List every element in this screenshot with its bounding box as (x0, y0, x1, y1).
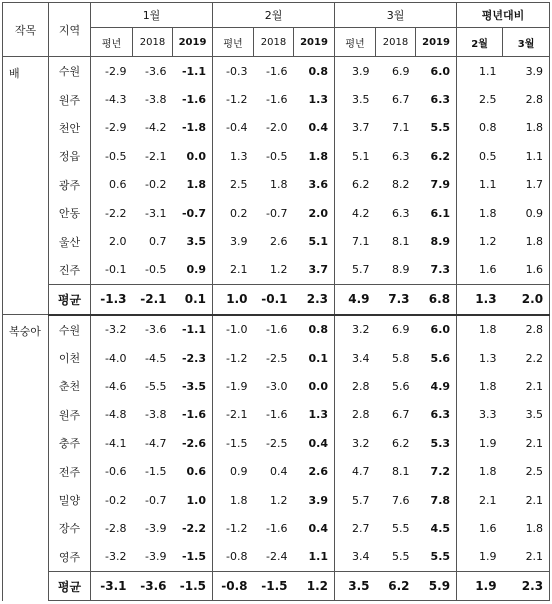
table-row (3, 199, 550, 227)
value-cell: 1.6 (457, 514, 503, 542)
average-value-cell: 2.3 (294, 285, 335, 315)
region-label: 수원 (49, 57, 91, 86)
value-cell: 0.9 (186, 263, 207, 277)
value-cell: 1.1 (457, 171, 503, 199)
value-cell: -1.5 (213, 429, 254, 457)
average-value-cell: 6.8 (416, 285, 457, 315)
region-label: 진주 (49, 256, 91, 285)
average-value-cell: -2.1 (133, 285, 173, 315)
value-cell: 3.4 (335, 543, 376, 572)
average-value-cell: -1.3 (91, 285, 133, 315)
value-cell: 2.0 (308, 206, 329, 220)
value-cell: 2.8 (503, 85, 550, 113)
value-cell: -4.2 (145, 121, 167, 135)
value-cell: 3.5 (503, 401, 550, 429)
region-label: 충주 (49, 429, 91, 457)
value-cell: 5.6 (392, 379, 410, 393)
value-cell: 1.8 (308, 149, 329, 163)
average-value-cell: -1.5 (173, 572, 213, 601)
value-cell: 0.5 (457, 142, 503, 170)
value-cell: -1.8 (181, 121, 207, 135)
value-cell: -3.2 (91, 315, 133, 344)
value-cell: 2.8 (335, 372, 376, 400)
value-cell: 1.8 (213, 486, 254, 514)
value-cell: -1.5 (181, 550, 207, 564)
table-row (3, 486, 550, 514)
value-cell: -1.6 (266, 64, 288, 78)
value-cell: 6.3 (430, 93, 451, 107)
header-month-2: 2월 (213, 3, 335, 28)
value-cell: -2.0 (266, 121, 288, 135)
value-cell: 5.8 (392, 351, 410, 365)
value-cell: -2.8 (91, 514, 133, 542)
table-row (3, 256, 550, 285)
value-cell: -3.9 (145, 521, 167, 535)
value-cell: -1.1 (173, 315, 213, 344)
value-cell: -2.3 (181, 351, 207, 365)
average-value-cell: 0.1 (173, 285, 213, 315)
value-cell: 1.3 (308, 408, 329, 422)
value-cell: 7.6 (392, 493, 410, 507)
header-2018: 2018 (133, 28, 173, 57)
average-label: 평균 (49, 572, 91, 601)
value-cell: 6.0 (430, 64, 451, 78)
crop-label: 배 (3, 57, 49, 315)
average-row (3, 572, 550, 601)
value-cell: 0.8 (308, 64, 329, 78)
value-cell: 2.0 (91, 227, 133, 255)
value-cell: 1.8 (457, 457, 503, 485)
value-cell: 1.2 (457, 227, 503, 255)
region-label: 수원 (49, 315, 91, 344)
average-label: 평균 (49, 285, 91, 315)
average-value-cell: 5.9 (416, 572, 457, 601)
value-cell: -1.6 (181, 408, 207, 422)
region-label: 울산 (49, 227, 91, 255)
value-cell: 0.6 (186, 465, 207, 479)
temperature-table (2, 2, 550, 601)
value-cell: 6.2 (392, 436, 410, 450)
value-cell: 6.1 (430, 206, 451, 220)
average-value-cell: 7.3 (376, 285, 416, 315)
value-cell: -0.4 (213, 114, 254, 142)
table-row (3, 315, 550, 344)
value-cell: 2.8 (503, 315, 550, 344)
value-cell: -1.1 (181, 64, 207, 78)
value-cell: 6.3 (392, 149, 410, 163)
table-row (3, 429, 550, 457)
table-body (3, 57, 550, 601)
value-cell: 1.8 (270, 178, 288, 192)
average-value-cell: 1.2 (294, 572, 335, 601)
average-value-cell: 1.3 (457, 285, 503, 315)
value-cell: 3.2 (335, 429, 376, 457)
value-cell: 0.4 (308, 436, 329, 450)
value-cell: 1.6 (503, 256, 550, 285)
value-cell: -0.7 (181, 206, 207, 220)
value-cell: 1.6 (457, 256, 503, 285)
region-label: 원주 (49, 401, 91, 429)
value-cell: -0.7 (145, 493, 167, 507)
value-cell: 6.2 (335, 171, 376, 199)
value-cell: 0.8 (294, 315, 335, 344)
value-cell: -2.4 (266, 550, 288, 564)
header-region: 지역 (49, 3, 91, 57)
value-cell: -3.1 (145, 206, 167, 220)
value-cell: 8.1 (392, 235, 410, 249)
value-cell: 1.0 (186, 493, 207, 507)
value-cell: 1.8 (503, 514, 550, 542)
average-row (3, 285, 550, 315)
value-cell: 1.3 (308, 93, 329, 107)
value-cell: 2.1 (213, 256, 254, 285)
value-cell: -1.6 (266, 408, 288, 422)
value-cell: -4.5 (145, 351, 167, 365)
header-2019: 2019 (416, 28, 457, 57)
region-label: 이천 (49, 344, 91, 372)
value-cell: 7.8 (430, 493, 451, 507)
value-cell: -1.6 (266, 93, 288, 107)
value-cell: -2.5 (266, 351, 288, 365)
value-cell: 5.5 (392, 521, 410, 535)
header-2018: 2018 (254, 28, 294, 57)
value-cell: 8.1 (392, 465, 410, 479)
value-cell: -3.8 (145, 408, 167, 422)
region-label: 밀양 (49, 486, 91, 514)
value-cell: 0.4 (270, 465, 288, 479)
value-cell: 6.0 (416, 315, 457, 344)
value-cell: 2.1 (503, 372, 550, 400)
value-cell: 0.8 (457, 114, 503, 142)
value-cell: 6.7 (392, 408, 410, 422)
region-label: 천안 (49, 114, 91, 142)
average-value-cell: -0.1 (254, 285, 294, 315)
value-cell: -4.3 (91, 85, 133, 113)
header-compare-mar: 3월 (503, 28, 550, 57)
value-cell: 2.1 (503, 486, 550, 514)
value-cell: 6.9 (392, 64, 410, 78)
value-cell: 2.8 (335, 401, 376, 429)
value-cell: -0.6 (91, 457, 133, 485)
table-row (3, 372, 550, 400)
value-cell: -2.6 (181, 436, 207, 450)
average-value-cell: 1.9 (457, 572, 503, 601)
table-row (3, 401, 550, 429)
value-cell: 5.5 (392, 550, 410, 564)
value-cell: -0.5 (266, 149, 288, 163)
value-cell: 7.1 (335, 227, 376, 255)
header-normal: 평년 (91, 28, 133, 57)
value-cell: 4.2 (335, 199, 376, 227)
value-cell: 1.3 (213, 142, 254, 170)
value-cell: 5.6 (430, 351, 451, 365)
value-cell: 2.5 (213, 171, 254, 199)
value-cell: 3.9 (308, 493, 329, 507)
average-value-cell: 2.0 (503, 285, 550, 315)
region-label: 영주 (49, 543, 91, 572)
value-cell: 0.6 (91, 171, 133, 199)
value-cell: 2.1 (503, 429, 550, 457)
value-cell: 4.5 (430, 521, 451, 535)
value-cell: -5.5 (145, 379, 167, 393)
value-cell: 0.4 (308, 121, 329, 135)
value-cell: 6.9 (376, 315, 416, 344)
average-value-cell: -1.5 (254, 572, 294, 601)
value-cell: 1.1 (503, 142, 550, 170)
value-cell: 5.3 (430, 436, 451, 450)
header-normal: 평년 (213, 28, 254, 57)
value-cell: 5.5 (430, 121, 451, 135)
value-cell: 0.0 (308, 379, 329, 393)
value-cell: -4.1 (91, 429, 133, 457)
value-cell: -1.9 (213, 372, 254, 400)
value-cell: -2.1 (213, 401, 254, 429)
value-cell: 3.5 (335, 85, 376, 113)
value-cell: 6.2 (430, 149, 451, 163)
header-2018: 2018 (376, 28, 416, 57)
value-cell: 1.8 (457, 199, 503, 227)
value-cell: 0.0 (186, 149, 207, 163)
value-cell: 2.6 (270, 235, 288, 249)
average-value-cell: 6.2 (376, 572, 416, 601)
value-cell: -2.9 (91, 57, 133, 86)
value-cell: -0.3 (213, 57, 254, 86)
value-cell: 5.5 (430, 550, 451, 564)
value-cell: -3.6 (145, 64, 167, 78)
average-value-cell: 3.5 (335, 572, 376, 601)
value-cell: -4.7 (145, 436, 167, 450)
value-cell: 3.4 (335, 344, 376, 372)
value-cell: -4.6 (91, 372, 133, 400)
value-cell: -3.0 (266, 379, 288, 393)
header-crop: 작목 (3, 3, 49, 57)
table-row (3, 227, 550, 255)
value-cell: -2.1 (145, 149, 167, 163)
value-cell: -3.8 (145, 93, 167, 107)
value-cell: 0.7 (149, 235, 167, 249)
value-cell: 2.7 (335, 514, 376, 542)
value-cell: 1.8 (457, 315, 503, 344)
value-cell: 3.9 (503, 57, 550, 86)
value-cell: -0.5 (145, 263, 167, 277)
value-cell: 7.9 (430, 178, 451, 192)
table-row (3, 142, 550, 170)
value-cell: -1.5 (145, 465, 167, 479)
table-row (3, 57, 550, 86)
table-row (3, 543, 550, 572)
header-month-1: 1월 (91, 3, 213, 28)
value-cell: 1.8 (457, 372, 503, 400)
value-cell: 1.2 (270, 493, 288, 507)
value-cell: 1.8 (503, 114, 550, 142)
average-value-cell: -3.6 (133, 572, 173, 601)
value-cell: 8.9 (430, 235, 451, 249)
value-cell: 0.2 (213, 199, 254, 227)
value-cell: 2.6 (308, 465, 329, 479)
value-cell: -0.7 (266, 206, 288, 220)
value-cell: 2.5 (457, 85, 503, 113)
value-cell: 2.1 (503, 543, 550, 572)
value-cell: -0.8 (213, 543, 254, 572)
value-cell: 3.3 (457, 401, 503, 429)
value-cell: -0.2 (91, 486, 133, 514)
value-cell: -1.2 (213, 85, 254, 113)
value-cell: -3.2 (91, 543, 133, 572)
header-normal: 평년 (335, 28, 376, 57)
value-cell: -2.2 (181, 521, 207, 535)
value-cell: 6.3 (392, 206, 410, 220)
value-cell: 3.2 (335, 315, 376, 344)
header-month-3: 3월 (335, 3, 457, 28)
value-cell: -1.6 (254, 315, 294, 344)
value-cell: 5.7 (335, 256, 376, 285)
average-value-cell: 4.9 (335, 285, 376, 315)
value-cell: 7.3 (430, 263, 451, 277)
value-cell: -3.5 (181, 379, 207, 393)
region-label: 안동 (49, 199, 91, 227)
value-cell: 3.7 (308, 263, 329, 277)
region-label: 광주 (49, 171, 91, 199)
value-cell: -0.2 (145, 178, 167, 192)
value-cell: 0.9 (213, 457, 254, 485)
value-cell: 3.9 (335, 57, 376, 86)
value-cell: 6.7 (392, 93, 410, 107)
table-row (3, 85, 550, 113)
header-2019: 2019 (173, 28, 213, 57)
value-cell: -2.2 (91, 199, 133, 227)
value-cell: 3.9 (213, 227, 254, 255)
table-row (3, 344, 550, 372)
value-cell: 5.7 (335, 486, 376, 514)
value-cell: -1.0 (213, 315, 254, 344)
region-label: 전주 (49, 457, 91, 485)
average-value-cell: 2.3 (503, 572, 550, 601)
crop-label: 복숭아 (3, 315, 49, 601)
value-cell: -3.6 (133, 315, 173, 344)
table-row (3, 171, 550, 199)
value-cell: 3.5 (186, 235, 207, 249)
value-cell: 2.1 (457, 486, 503, 514)
value-cell: 7.2 (430, 465, 451, 479)
value-cell: 2.5 (503, 457, 550, 485)
region-label: 원주 (49, 85, 91, 113)
value-cell: 2.2 (503, 344, 550, 372)
value-cell: 4.7 (335, 457, 376, 485)
value-cell: 3.6 (308, 178, 329, 192)
region-label: 춘천 (49, 372, 91, 400)
table-row (3, 457, 550, 485)
value-cell: 1.7 (503, 171, 550, 199)
value-cell: 0.9 (503, 199, 550, 227)
value-cell: -4.0 (91, 344, 133, 372)
region-label: 정읍 (49, 142, 91, 170)
value-cell: 6.3 (430, 408, 451, 422)
value-cell: 1.9 (457, 543, 503, 572)
average-value-cell: -0.8 (213, 572, 254, 601)
value-cell: 1.1 (308, 550, 329, 564)
value-cell: 8.2 (392, 178, 410, 192)
value-cell: -1.6 (266, 521, 288, 535)
value-cell: 1.3 (457, 344, 503, 372)
value-cell: 1.8 (503, 227, 550, 255)
value-cell: 0.4 (308, 521, 329, 535)
value-cell: 3.7 (335, 114, 376, 142)
value-cell: 0.1 (308, 351, 329, 365)
value-cell: -1.2 (213, 344, 254, 372)
header-compare-feb: 2월 (457, 28, 503, 57)
value-cell: 1.8 (186, 178, 207, 192)
average-value-cell: 1.0 (213, 285, 254, 315)
value-cell: -2.9 (91, 114, 133, 142)
value-cell: 1.2 (270, 263, 288, 277)
average-value-cell: -3.1 (91, 572, 133, 601)
value-cell: -3.9 (145, 550, 167, 564)
header-2019: 2019 (294, 28, 335, 57)
value-cell: 4.9 (430, 379, 451, 393)
value-cell: -0.5 (91, 142, 133, 170)
region-label: 장수 (49, 514, 91, 542)
value-cell: -4.8 (91, 401, 133, 429)
value-cell: 1.1 (457, 57, 503, 86)
value-cell: -0.1 (91, 256, 133, 285)
value-cell: -1.6 (181, 93, 207, 107)
value-cell: -2.5 (266, 436, 288, 450)
value-cell: 7.1 (392, 121, 410, 135)
table-row (3, 514, 550, 542)
value-cell: -1.2 (213, 514, 254, 542)
value-cell: 5.1 (308, 235, 329, 249)
value-cell: 1.9 (457, 429, 503, 457)
header-compare: 평년대비 (457, 3, 550, 28)
value-cell: 5.1 (335, 142, 376, 170)
value-cell: 8.9 (392, 263, 410, 277)
table-row (3, 114, 550, 142)
